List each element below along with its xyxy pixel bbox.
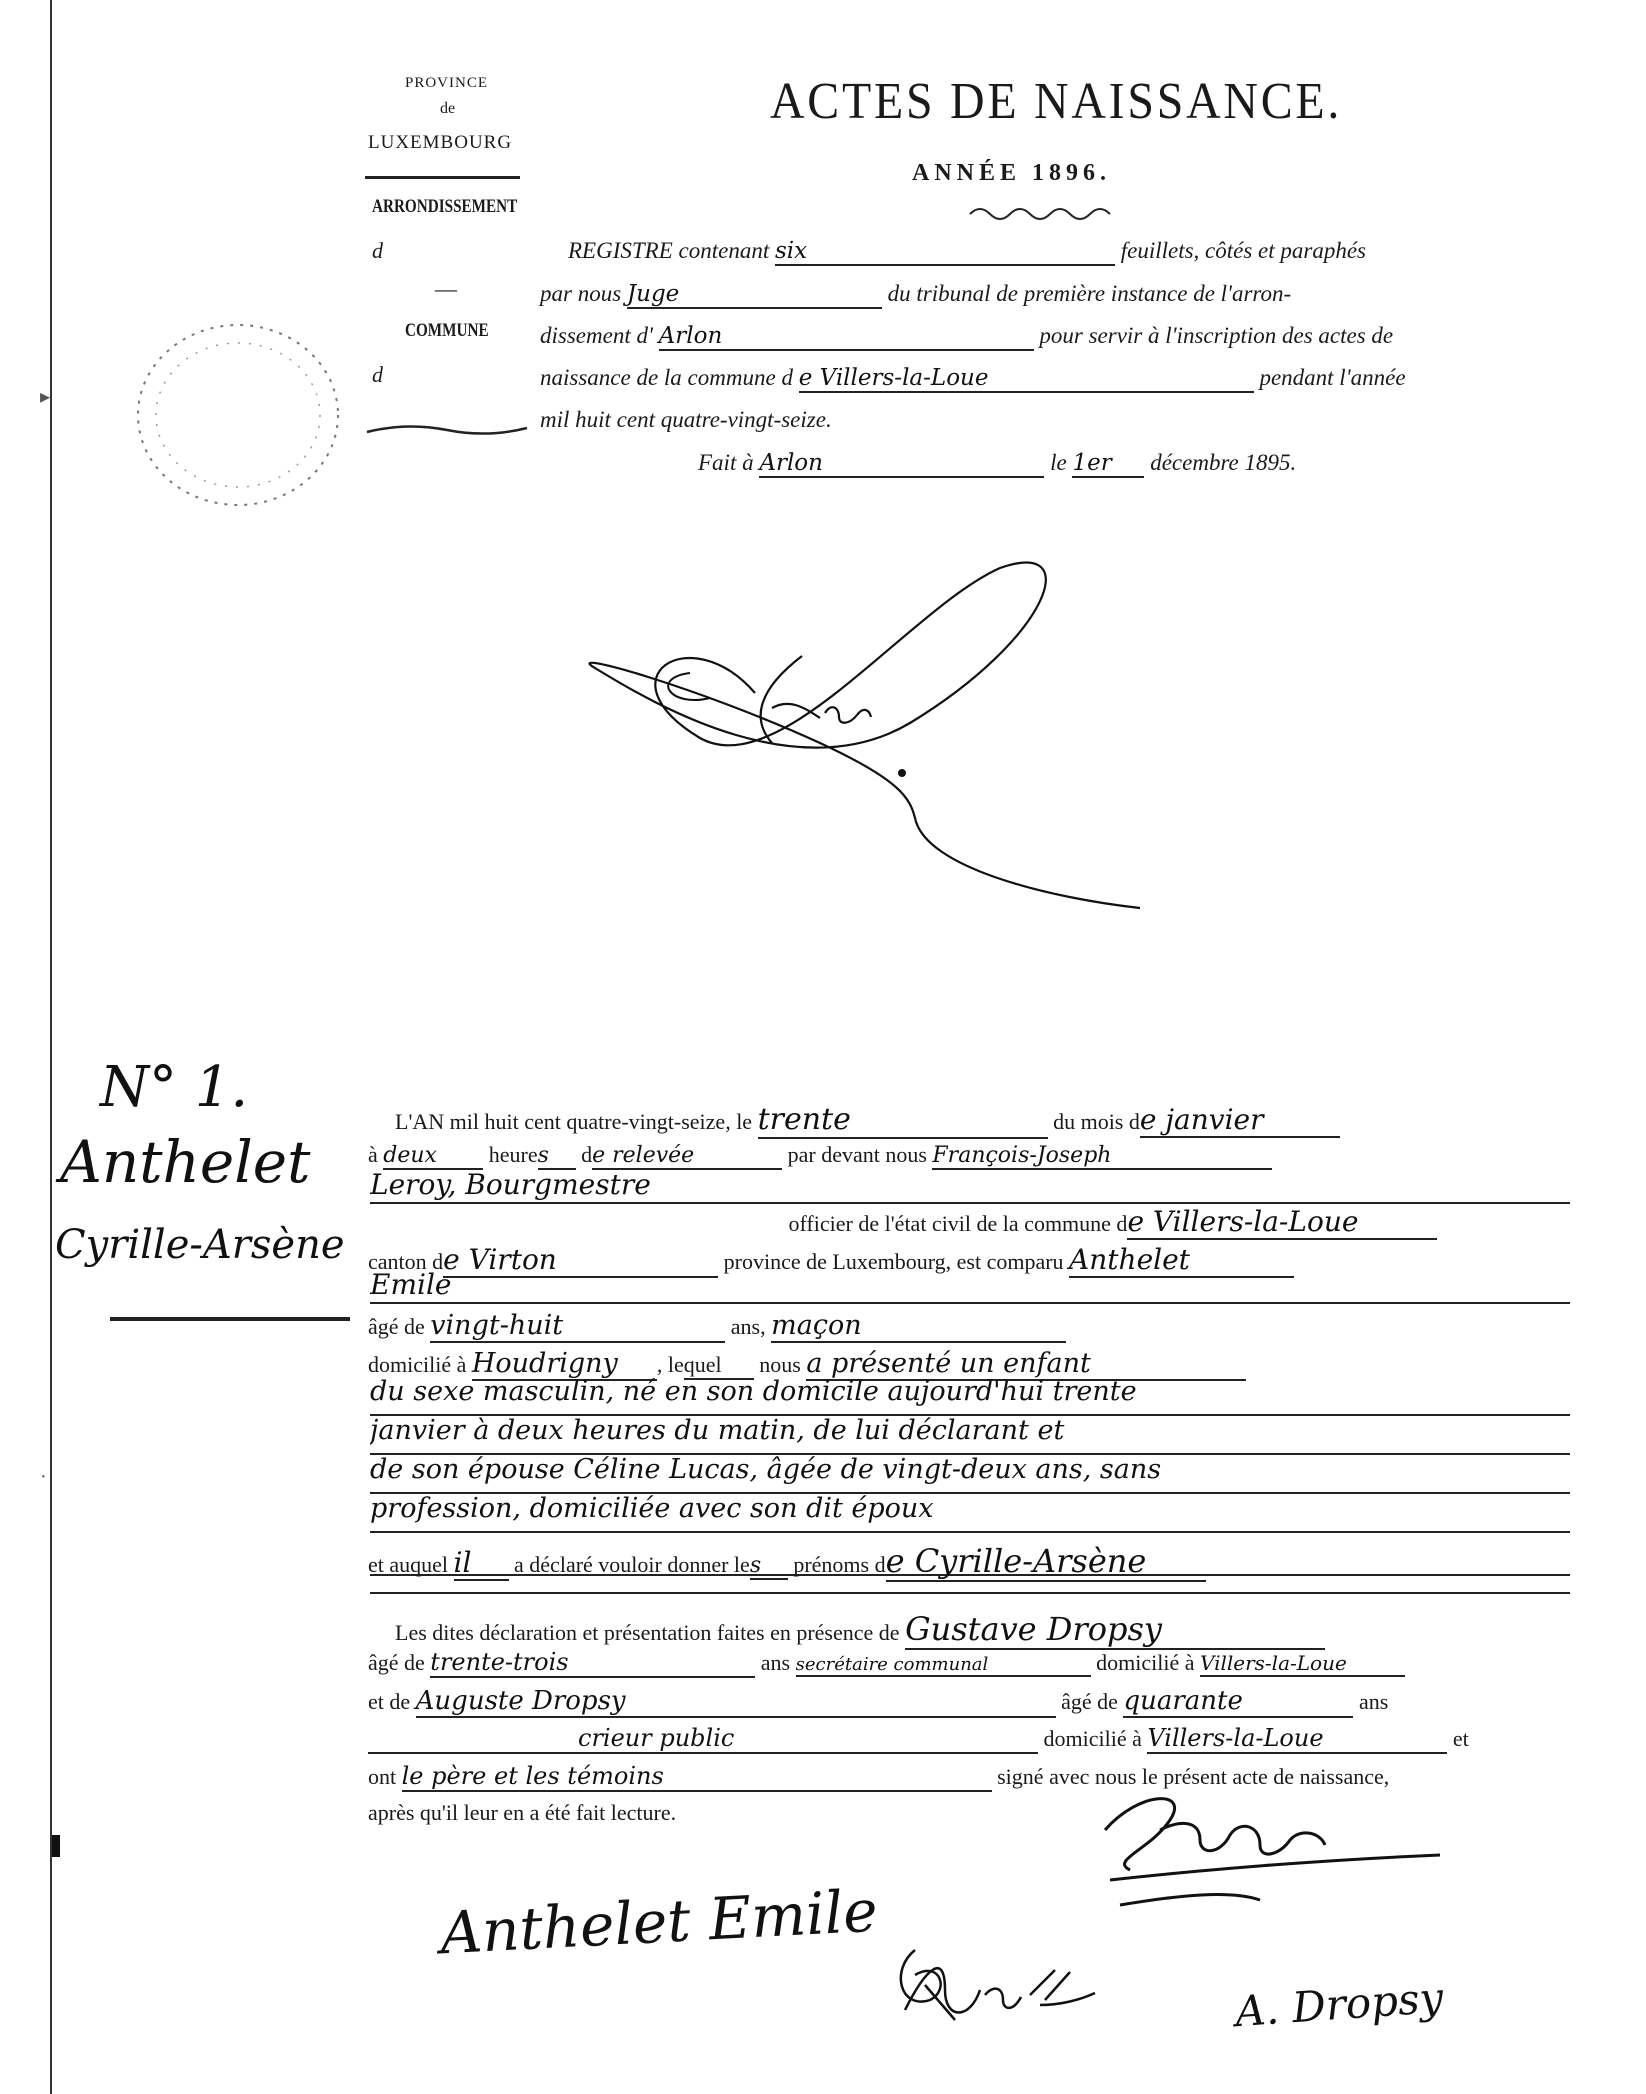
registre-l2-end: du tribunal de première instance de l'arron- [887, 281, 1292, 306]
acte-r14-text: Les dites déclaration et présentation faites en présence de [395, 1620, 900, 1645]
acte-r5-canton: canton d [368, 1249, 444, 1274]
acte-witness-1: Gustave Dropsy [905, 1610, 1325, 1650]
commune-label: COMMUNE [405, 320, 489, 341]
witness-2-signature: A. Dropsy [1233, 1972, 1445, 2037]
acte-r16-ans: ans [1358, 1689, 1389, 1714]
commune-prefix: d [372, 362, 383, 387]
officer-signature [1105, 1799, 1440, 1905]
witness-1-signature [901, 1950, 1095, 2020]
acte-officer-name: François-Joseph [932, 1143, 1272, 1170]
registre-judge: Juge [627, 281, 882, 309]
acte-row-11: de son épouse Céline Lucas, âgée de vingt-deux ans, sans [370, 1454, 1570, 1494]
acte-r1-text: L'AN mil huit cent quatre-vingt-seize, le [395, 1109, 753, 1134]
registre-l2-text: par nous [540, 281, 622, 306]
acte-month: e janvier [1140, 1103, 1340, 1138]
margin-surname: Anthelet [60, 1128, 311, 1196]
year-heading: ANNÉE 1896. [912, 160, 1112, 186]
acte-r18-ont: ont [368, 1764, 397, 1789]
acte-commune: e Villers-la-Loue [1127, 1205, 1437, 1240]
edge-mark-2: · [40, 1466, 47, 1488]
registre-sheet-count: six [775, 238, 1115, 266]
fait-le: le [1050, 450, 1067, 475]
acte-presented: a présenté un enfant [806, 1348, 1246, 1381]
acte-canton: e Virton [443, 1243, 718, 1278]
acte-hour-plural: s [538, 1143, 576, 1170]
registre-line-5: mil huit cent quatre-vingt-seize. [540, 407, 832, 432]
acte-witness-2-profession: crieur public [368, 1724, 1038, 1754]
acte-r18-signe: signé avec nous le présent acte de naissance, [997, 1764, 1390, 1789]
acte-witness-1-domicile: Villers-la-Loue [1200, 1651, 1405, 1677]
margin-given-names: Cyrille-Arsène [55, 1222, 345, 1268]
acte-hour: deux [383, 1143, 483, 1170]
acte-r4-text: officier de l'état civil de la commune d [788, 1211, 1128, 1236]
column-dash: — [435, 276, 457, 301]
acte-row-9: du sexe masculin, né en son domicile aujourd'hui trente [370, 1376, 1570, 1416]
acte-declarant-age: vingt-huit [430, 1310, 725, 1343]
edge-mark-3 [52, 1835, 60, 1857]
arrondissement-label: ARRONDISSEMENT [372, 196, 518, 217]
registre-l1-text: REGISTRE contenant [568, 238, 770, 263]
acte-witness-1-age: trente-trois [430, 1648, 755, 1678]
acte-r17-domicile: domicilié à [1043, 1726, 1142, 1751]
registre-l3-end: pour servir à l'inscription des actes de [1039, 323, 1394, 348]
fait-place: Arlon [759, 450, 1044, 478]
acte-r2-d: d [581, 1142, 593, 1167]
edge-mark-1: ▸ [40, 386, 51, 408]
acte-r8-domicile: domicilié à [368, 1352, 467, 1377]
acte-r7-age-label: âgé de [368, 1314, 425, 1339]
acte-r13-d: d [874, 1552, 886, 1577]
margin-act-number: N° 1. [100, 1055, 249, 1120]
acte-witness-2-age: quarante [1123, 1686, 1353, 1718]
acte-r15-domicile: domicilié à [1096, 1650, 1195, 1675]
acte-declarant-domicile: Houdrigny [472, 1348, 657, 1381]
page-title: ACTES DE NAISSANCE. [770, 73, 1343, 130]
acte-r8-quel: quel [684, 1352, 754, 1380]
province-de: de [440, 100, 456, 117]
acte-witness-2: Auguste Dropsy [416, 1686, 1056, 1718]
father-signature: Anthelet Emile [438, 1876, 880, 1968]
registre-l4-end: pendant l'année [1259, 365, 1406, 390]
acte-r13-prenoms: prénoms [793, 1552, 870, 1577]
registre-l3-text: dissement d' [540, 323, 653, 348]
fait-date: décembre 1895. [1150, 450, 1297, 475]
acte-row-12: profession, domiciliée avec son dit époux [370, 1493, 1570, 1533]
acte-time-of-day: e relevée [592, 1143, 782, 1170]
acte-r13-plural: s [750, 1553, 788, 1580]
acte-r2-a: à [368, 1142, 378, 1167]
fait-day: 1er [1072, 450, 1144, 478]
acte-r13-declare: a déclaré vouloir donner le [514, 1552, 750, 1577]
acte-r13-pronoun: il [454, 1546, 509, 1581]
acte-r15-ans: ans [760, 1650, 791, 1675]
registre-l1-end: feuillets, côtés et paraphés [1120, 238, 1367, 263]
acte-r1-month-label: du mois d [1053, 1109, 1140, 1134]
acte-child-names: e Cyrille-Arsène [886, 1542, 1206, 1582]
acte-r16-et-de: et de [368, 1689, 411, 1714]
arrondissement-prefix: d [372, 238, 383, 263]
acte-day: trente [758, 1102, 1048, 1139]
acte-row-19: après qu'il leur en a été fait lecture. [368, 1800, 677, 1825]
acte-r5-province: province de Luxembourg, est comparu [723, 1249, 1064, 1274]
registre-arrondissement: Arlon [659, 323, 1034, 351]
acte-r2-devant: par devant nous [787, 1142, 927, 1167]
province-label: PROVINCE [405, 75, 489, 91]
acte-r16-age-label: âgé de [1061, 1689, 1118, 1714]
fait-label: Fait à [698, 450, 754, 475]
acte-row-10: janvier à deux heures du matin, de lui déclarant et [370, 1415, 1570, 1455]
acte-witness-1-profession: secrétaire communal [796, 1654, 1091, 1677]
registre-l4-text: naissance de la commune d [540, 365, 793, 390]
acte-r17-et: et [1452, 1726, 1469, 1751]
acte-row-6: Emile [370, 1268, 1570, 1304]
acte-r15-age-label: âgé de [368, 1650, 425, 1675]
acte-declarant-profession: maçon [771, 1310, 1066, 1343]
province-name: LUXEMBOURG [368, 132, 513, 153]
registre-commune: e Villers-la-Loue [799, 365, 1254, 393]
acte-r7-ans: ans, [730, 1314, 766, 1339]
acte-signatories: le père et les témoins [402, 1762, 992, 1792]
acte-row-3: Leroy, Bourgmestre [370, 1168, 1570, 1204]
acte-r8-nous: nous [759, 1352, 801, 1377]
acte-r8-le: , le [656, 1352, 684, 1377]
acte-witness-2-domicile: Villers-la-Loue [1147, 1724, 1447, 1754]
acte-declarant-surname: Anthelet [1069, 1243, 1294, 1278]
acte-r2-heure: heure [488, 1142, 538, 1167]
acte-r13-et-auquel: et auquel [368, 1552, 449, 1577]
